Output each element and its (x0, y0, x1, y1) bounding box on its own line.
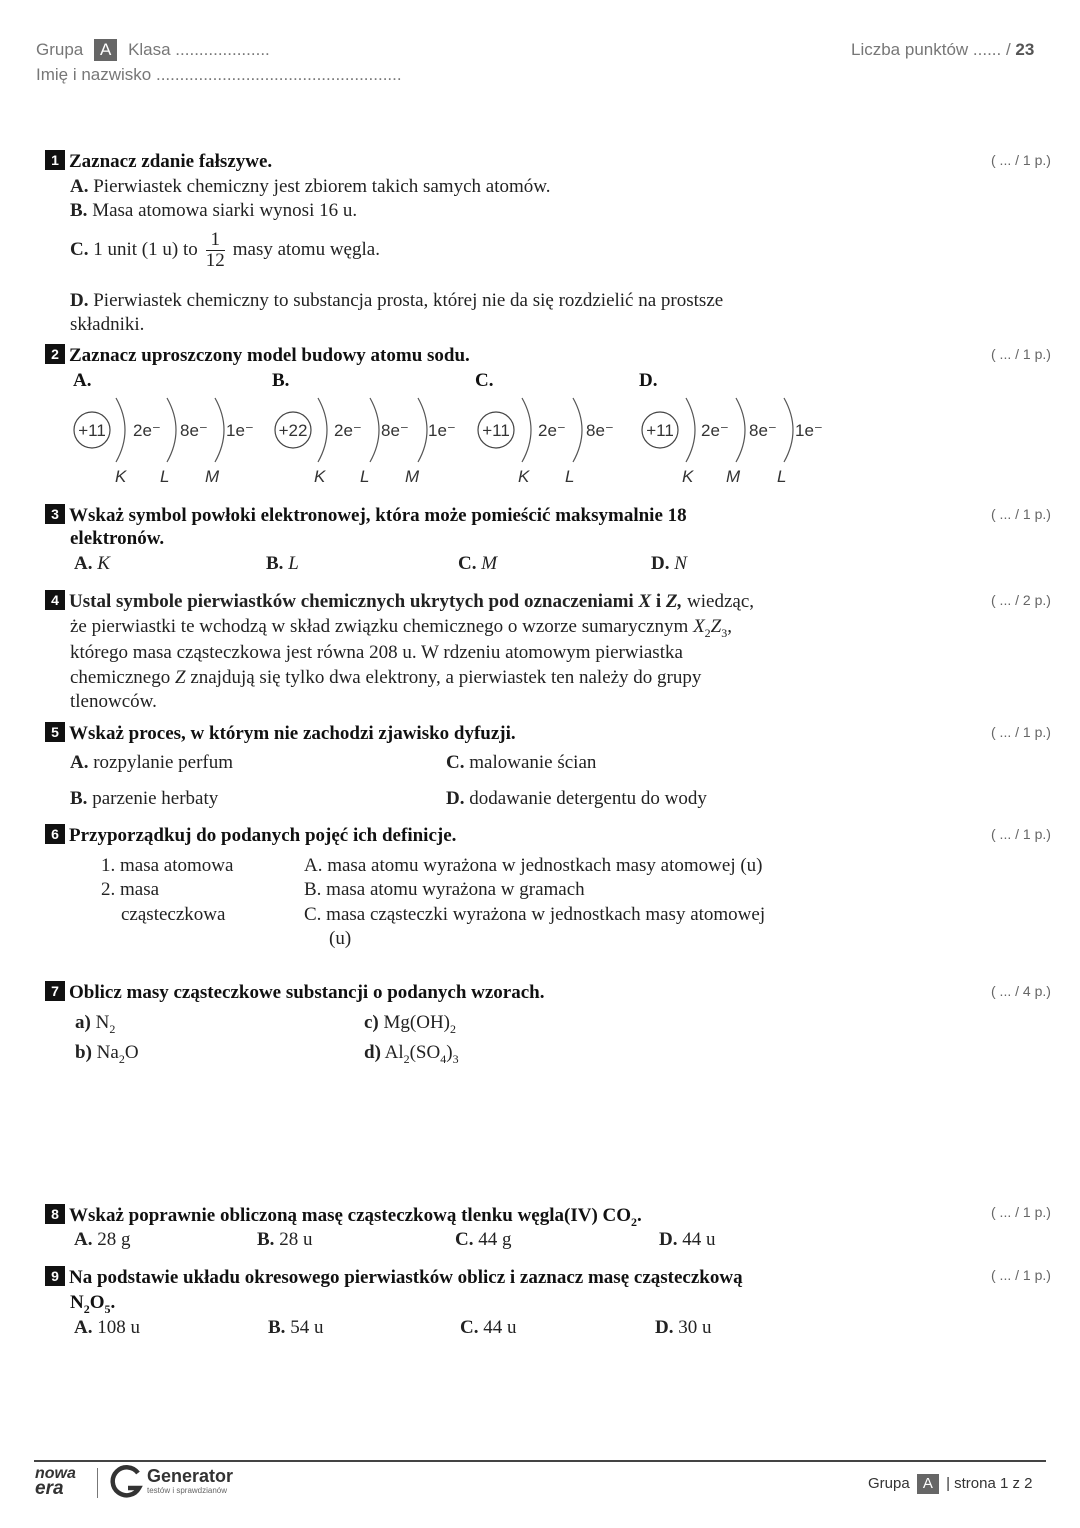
option-letter: C. (458, 553, 477, 574)
formula-part: O (89, 1292, 105, 1313)
q8-option-a[interactable] (74, 1229, 130, 1251)
q7-item-d (364, 1042, 459, 1067)
option-text: 28 u (274, 1229, 313, 1250)
option-text: 44 u (677, 1229, 716, 1250)
option-letter: C. (460, 1317, 479, 1338)
generator-subtitle: testów i sprawdzianów (147, 1486, 228, 1495)
shell-electrons: 2e⁻ (133, 421, 161, 440)
option-text: N (674, 553, 687, 574)
subscript: 2 (403, 1051, 410, 1066)
shell-arc (318, 398, 327, 462)
group-field (36, 39, 270, 61)
option-letter: A. (70, 752, 89, 773)
shell-electrons: 2e⁻ (701, 421, 729, 440)
question-4-line2 (70, 616, 732, 641)
option-letter: B. (266, 553, 284, 574)
question-7-points: ( ... / 4 p.) (991, 983, 1051, 999)
question-4-line4 (70, 667, 701, 689)
shell-electrons: 1e⁻ (795, 421, 823, 440)
group-badge: A (94, 39, 117, 61)
q2-letter-c[interactable]: C. (475, 370, 494, 391)
shell-arc (736, 398, 745, 462)
option-text: 28 g (92, 1229, 131, 1250)
option-letter: D. (655, 1317, 674, 1338)
shell-arc (116, 398, 125, 462)
subscript: 2 (83, 1301, 90, 1316)
item-letter: b) (75, 1042, 92, 1063)
text: znajdują się tylko dwa elektrony, a pierwiastek ten należy do grupy (185, 667, 702, 688)
subscript: 2 (118, 1051, 125, 1066)
shell-electrons: 8e⁻ (381, 421, 409, 440)
question-4-points: ( ... / 2 p.) (991, 592, 1051, 608)
option-text: 1 unit (1 u) to (88, 238, 198, 260)
formula-part: ) (446, 1042, 453, 1063)
option-letter: A. (74, 1317, 93, 1338)
option-text: rozpylanie perfum (88, 752, 234, 773)
option-text: Pierwiastek chemiczny jest zbiorem takich samych atomów. (88, 176, 551, 197)
formula-z: Z (710, 616, 722, 637)
footer-group-label: Grupa (868, 1475, 910, 1492)
question-number: 3 (45, 504, 65, 524)
option-text: L (288, 553, 299, 574)
question-8-title (45, 1204, 642, 1230)
option-text: Masa atomowa siarki wynosi 16 u. (87, 200, 358, 221)
option-letter: A. (74, 553, 93, 574)
option-letter: D. (70, 290, 89, 311)
q1-option-b[interactable] (70, 200, 357, 222)
logo-line-2: era (35, 1478, 64, 1499)
question-text: Oblicz masy cząsteczkowe substancji o podanych wzorach. (69, 982, 545, 1003)
question-text: Zaznacz uproszczony model budowy atomu sodu. (69, 345, 470, 366)
name-field: Imię i nazwisko .................................................... (36, 65, 402, 84)
shell-label: M (205, 467, 220, 486)
q9-option-d[interactable] (655, 1317, 711, 1339)
atom-model-d[interactable] (642, 398, 823, 486)
concept-2-line2: cząsteczkowa (121, 904, 226, 925)
option-text: parzenie herbaty (87, 788, 219, 809)
option-text: malowanie ścian (464, 752, 597, 773)
subscript: 3 (721, 625, 728, 640)
option-text: 44 u (478, 1317, 517, 1338)
question-number: 5 (45, 722, 65, 742)
question-3-title (45, 504, 687, 527)
q1-option-c[interactable] (70, 230, 380, 271)
option-text: 30 u (673, 1317, 712, 1338)
q3-option-b[interactable] (266, 553, 299, 575)
question-4-line5: tlenowców. (70, 691, 157, 712)
shell-electrons: 2e⁻ (334, 421, 362, 440)
q1-option-d-line2: składniki. (70, 314, 145, 335)
question-number: 9 (45, 1266, 65, 1286)
question-number: 6 (45, 824, 65, 844)
option-text: 54 u (285, 1317, 324, 1338)
group-label: Grupa (36, 40, 84, 59)
q9-option-a[interactable] (74, 1317, 140, 1339)
shell-arc (522, 398, 531, 462)
option-text: K (97, 553, 110, 574)
punctuation: . (110, 1292, 116, 1313)
question-2-points: ( ... / 1 p.) (991, 346, 1051, 362)
question-number: 4 (45, 590, 65, 610)
option-letter: B. (70, 788, 88, 809)
q3-option-d[interactable] (651, 553, 687, 575)
shell-electrons: 8e⁻ (180, 421, 208, 440)
question-number: 8 (45, 1204, 65, 1224)
question-1-title (45, 150, 272, 173)
question-1-points: ( ... / 1 p.) (991, 152, 1051, 168)
q1-option-a[interactable] (70, 176, 551, 198)
subscript: 4 (440, 1051, 447, 1066)
definition-b[interactable]: B. masa atomu wyrażona w gramach (304, 879, 585, 900)
nucleus-charge: +22 (278, 421, 308, 440)
question-7-title (45, 981, 545, 1004)
logo-line-1: nowa (35, 1465, 76, 1482)
shell-arc (167, 398, 176, 462)
nucleus-charge: +11 (482, 421, 510, 440)
shell-label: L (777, 467, 787, 486)
shell-electrons: 2e⁻ (538, 421, 566, 440)
question-text: Zaznacz zdanie fałszywe. (69, 151, 273, 172)
q5-option-b[interactable] (70, 788, 218, 810)
formula-part: O (124, 1042, 139, 1063)
question-5-title (45, 722, 516, 745)
nucleus-charge: +11 (78, 421, 106, 440)
shell-label: L (360, 467, 370, 486)
option-letter: C. (70, 238, 89, 260)
question-6-title (45, 824, 456, 847)
question-9-points: ( ... / 1 p.) (991, 1267, 1051, 1283)
punctuation: . (637, 1205, 642, 1226)
shell-arc (418, 398, 427, 462)
option-text: Pierwiastek chemiczny to substancja prosta, której nie da się rozdzielić na prostsze (88, 290, 724, 311)
option-letter: D. (659, 1229, 678, 1250)
option-letter: B. (70, 200, 88, 221)
shell-label: L (565, 467, 575, 486)
option-letter: B. (268, 1317, 286, 1338)
shell-label: K (314, 467, 326, 486)
option-text: 108 u (92, 1317, 140, 1338)
q5-option-a[interactable] (70, 752, 233, 774)
formula-x: X (693, 616, 705, 637)
definition-c-line2: (u) (329, 928, 352, 949)
text: , (727, 616, 732, 637)
q7-item-c (364, 1012, 456, 1037)
shell-electrons: 1e⁻ (226, 421, 254, 440)
fraction-denominator: 12 (205, 250, 225, 271)
shell-arc (686, 398, 695, 462)
question-number: 2 (45, 344, 65, 364)
question-text: Na podstawie układu okresowego pierwiastków oblicz i zaznacz masę cząsteczkową (69, 1267, 743, 1288)
question-number: 1 (45, 150, 65, 170)
atom-models-diagram (0, 390, 1080, 490)
q8-option-b[interactable] (257, 1229, 312, 1251)
option-letter: A. (74, 1229, 93, 1250)
logo-separator (97, 1468, 98, 1498)
question-number: 7 (45, 981, 65, 1001)
option-letter: A. (70, 176, 89, 197)
definition-a[interactable]: A. masa atomu wyrażona w jednostkach masy atomowej (u) (304, 855, 763, 876)
subscript: 2 (631, 1214, 638, 1229)
q3-option-a[interactable] (74, 553, 110, 575)
question-5-points: ( ... / 1 p.) (991, 724, 1051, 740)
option-letter: D. (651, 553, 670, 574)
option-letter: C. (455, 1229, 474, 1250)
option-text: 44 g (473, 1229, 512, 1250)
option-text-after: masy atomu węgla. (232, 238, 380, 260)
shell-arc (370, 398, 379, 462)
subscript: 3 (452, 1051, 459, 1066)
item-letter: c) (364, 1012, 379, 1033)
formula-part: N (95, 1012, 110, 1033)
formula-part: Al (384, 1042, 404, 1063)
question-8-points: ( ... / 1 p.) (991, 1204, 1051, 1220)
generator-logo-icon (108, 1464, 144, 1500)
shell-electrons: 8e⁻ (749, 421, 777, 440)
question-text: Przyporządkuj do podanych pojęć ich definicje. (69, 825, 457, 846)
q9-option-b[interactable] (268, 1317, 323, 1339)
subscript: 2 (109, 1021, 116, 1036)
question-3-title-line2: elektronów. (70, 528, 165, 549)
subscript: 5 (104, 1301, 111, 1316)
q5-option-c[interactable] (446, 752, 596, 774)
q3-option-c[interactable] (458, 553, 497, 575)
formula-part: Mg(OH) (383, 1012, 451, 1033)
symbol-z: Z (174, 667, 186, 688)
q5-option-d[interactable] (446, 788, 707, 810)
shell-label: M (726, 467, 741, 486)
shell-label: K (115, 467, 127, 486)
footer-group-badge: A (917, 1474, 939, 1494)
question-6-points: ( ... / 1 p.) (991, 826, 1051, 842)
q9-option-c[interactable] (460, 1317, 516, 1339)
q8-option-d[interactable] (659, 1229, 715, 1251)
q7-item-a (75, 1012, 115, 1037)
points-label: Liczba punktów ...... / (851, 40, 1016, 59)
atom-model-c[interactable] (478, 398, 614, 486)
option-text: M (481, 553, 498, 574)
question-text: Wskaż proces, w którym nie zachodzi zjawisko dyfuzji. (69, 723, 516, 744)
generator-title: Generator (147, 1466, 234, 1486)
shell-electrons: 8e⁻ (586, 421, 614, 440)
subscript: 2 (450, 1021, 457, 1036)
fraction-numerator: 1 (206, 230, 225, 251)
option-letter: B. (257, 1229, 275, 1250)
q1-option-d[interactable] (70, 290, 723, 312)
points-summary (851, 40, 1034, 60)
shell-label: M (405, 467, 420, 486)
class-field: Klasa .................... (128, 40, 270, 59)
concept-1[interactable]: 1. masa atomowa (101, 855, 234, 876)
q2-letter-a[interactable]: A. (73, 370, 92, 391)
item-letter: d) (364, 1042, 381, 1063)
shell-electrons: 1e⁻ (428, 421, 456, 440)
option-letter: D. (446, 788, 465, 809)
question-9-title (45, 1266, 743, 1289)
shell-arc (784, 398, 793, 462)
concept-2[interactable]: 2. masa (101, 879, 160, 900)
symbol-x: X (638, 591, 652, 612)
nucleus-charge: +11 (646, 421, 674, 440)
q2-letter-d[interactable]: D. (639, 370, 658, 391)
shell-label: L (160, 467, 170, 486)
shell-arc (573, 398, 582, 462)
subscript: 2 (704, 625, 711, 640)
symbol-z: Z, (665, 591, 683, 612)
question-9-formula (70, 1292, 115, 1317)
question-2-title (45, 344, 470, 367)
shell-label: K (518, 467, 530, 486)
question-text: Wskaż poprawnie obliczoną masę cząsteczkową tlenku węgla(IV) CO (69, 1205, 632, 1226)
formula-part: Na (96, 1042, 119, 1063)
option-text: dodawanie detergentu do wody (464, 788, 707, 809)
q8-option-c[interactable] (455, 1229, 511, 1251)
text: że pierwiastki te wchodzą w skład związku chemicznego o wzorze sumarycznym (70, 616, 694, 637)
definition-c[interactable]: C. masa cząsteczki wyrażona w jednostkach masy atomowej (304, 904, 766, 925)
text: chemicznego (70, 667, 175, 688)
item-letter: a) (75, 1012, 91, 1033)
q2-letter-b[interactable]: B. (272, 370, 290, 391)
nowa-era-logo (35, 1465, 76, 1499)
shell-arc (215, 398, 224, 462)
points-total: 23 (1015, 40, 1035, 59)
question-text: Wskaż symbol powłoki elektronowej, która może pomieścić maksymalnie 18 (69, 505, 687, 526)
question-text: Ustal symbole pierwiastków chemicznych ukrytych pod oznaczeniami (69, 591, 639, 612)
conjunction: i (651, 591, 666, 612)
q7-item-b (75, 1042, 139, 1067)
atom-model-a[interactable] (74, 398, 254, 486)
question-3-points: ( ... / 1 p.) (991, 506, 1051, 522)
question-4-title (45, 590, 754, 613)
footer-page-label: | strona 1 z 2 (946, 1475, 1033, 1492)
formula-part: (SO (409, 1042, 441, 1063)
shell-label: K (682, 467, 694, 486)
question-4-line3: którego masa cząsteczkowa jest równa 208 u. W rdzeniu atomowym pierwiastka (70, 642, 683, 663)
question-text-rest: wiedząc, (682, 591, 755, 612)
formula-part: N (70, 1292, 84, 1313)
fraction (206, 230, 225, 271)
footer-page-info (868, 1474, 1033, 1494)
footer-divider (34, 1460, 1046, 1462)
option-letter: C. (446, 752, 465, 773)
atom-model-b[interactable] (275, 398, 456, 486)
